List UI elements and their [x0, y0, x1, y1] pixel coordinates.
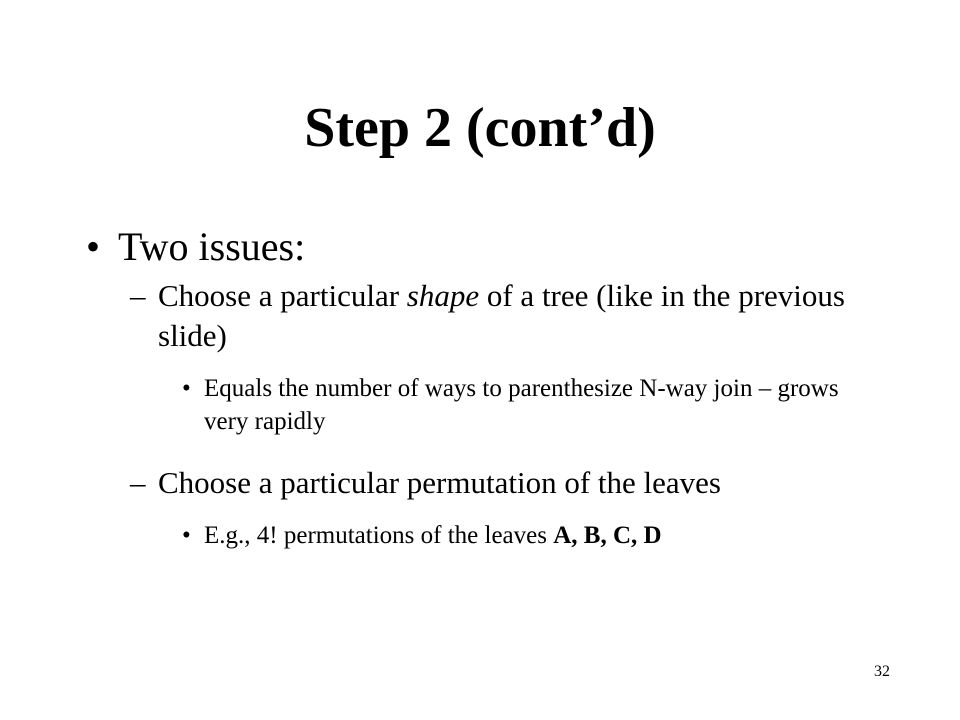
leaf-letters: A, B, C, D [553, 522, 662, 549]
sub-bullet-text-start: Choose a particular [158, 278, 407, 313]
detail-bullet-marker: • [182, 522, 191, 549]
sub-bullet-text: Choose a particular permutation of the leaves [158, 465, 721, 500]
detail-bullet-text-start: E.g., 4! permutations of the leaves [204, 522, 554, 549]
bullet-marker: • [86, 224, 101, 269]
bullet-text: Two issues: [118, 224, 306, 269]
page-number: 32 [874, 663, 890, 680]
sub-bullet-text-end: of a tree (like in the previous slide) [158, 278, 845, 353]
dash-marker: – [130, 278, 146, 313]
detail-bullet-text: Equals the number of ways to parenthesize N-way join – grows very rapidly [204, 375, 839, 435]
slide-title: Step 2 (cont’d) [304, 97, 656, 159]
sub-bullet-emphasis: shape [406, 278, 480, 313]
sub-bullet-text [158, 276, 878, 356]
detail-bullet-text [204, 519, 864, 552]
detail-bullet-marker: • [182, 375, 191, 402]
dash-marker: – [130, 465, 146, 500]
